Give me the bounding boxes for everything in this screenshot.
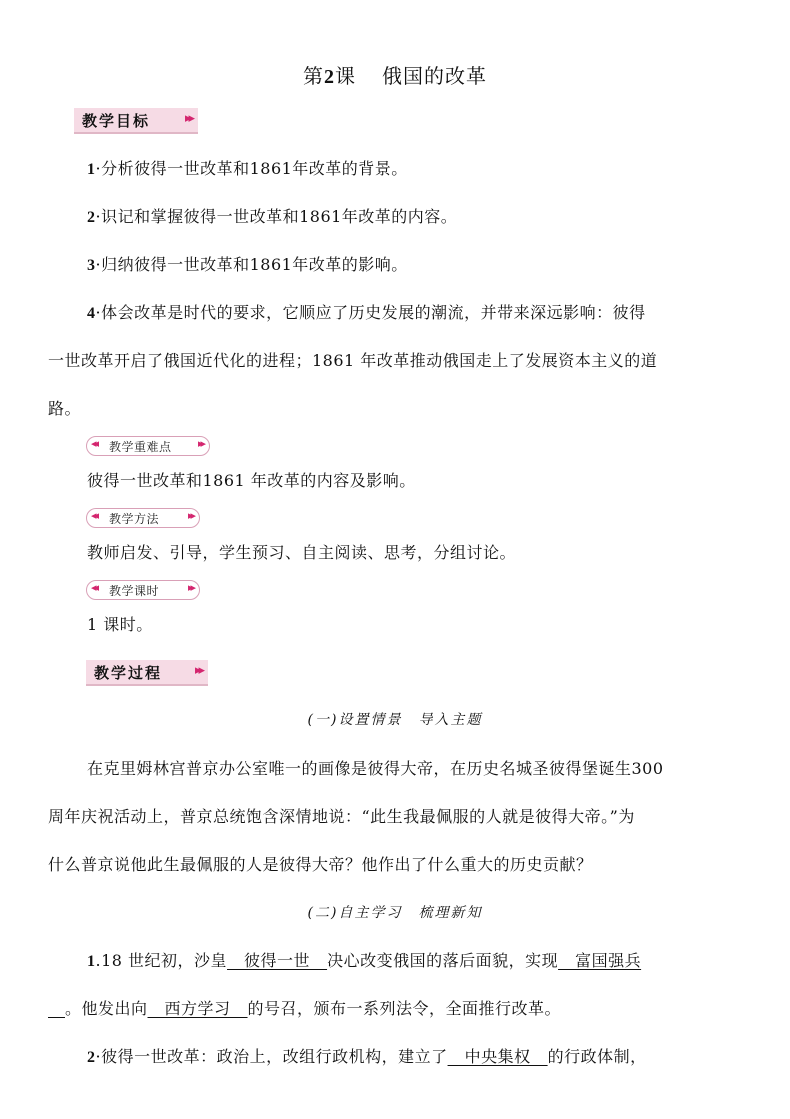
part-1-line-3: 什么普京说他此生最佩服的人是彼得大帝？他作出了什么重大的历史贡献？	[48, 855, 593, 874]
answer-blank: __中央集权__	[447, 1047, 548, 1066]
objective-text: ·归纳彼得一世改革和1861年改革的影响。	[95, 255, 408, 274]
section-pill-key-points	[86, 436, 210, 456]
double-chevron-left-icon: ◂◂	[91, 581, 97, 594]
section-pill-label: 教学课时	[109, 584, 160, 598]
answer-blank: __富国强兵	[558, 951, 642, 970]
question-1-line-2	[48, 998, 561, 1020]
question-text: 的行政体制，	[547, 1047, 647, 1066]
objective-3	[87, 254, 408, 277]
question-number: 2	[87, 1049, 96, 1066]
question-text: 决心改变俄国的落后面貌，实现	[327, 951, 559, 970]
question-number: 1	[87, 953, 96, 970]
methods-text: 教师启发、引导，学生预习、自主阅读、思考，分组讨论。	[87, 543, 517, 562]
double-chevron-icon: ▸▸	[184, 111, 192, 126]
objective-number: 3	[87, 257, 96, 274]
section-pill-label: 教学方法	[109, 512, 160, 526]
lesson-title	[0, 60, 790, 89]
double-chevron-right-icon: ▸▸	[187, 509, 193, 522]
title-name: 俄国的改革	[382, 64, 487, 88]
question-1-line-1	[87, 950, 641, 973]
answer-blank: __西方学习__	[147, 999, 248, 1018]
objective-text: ·识记和掌握彼得一世改革和1861年改革的内容。	[95, 207, 458, 226]
objective-4-line-2: 一世改革开启了俄国近代化的进程；1861 年改革推动俄国走上了发展资本主义的道	[48, 351, 658, 370]
double-chevron-left-icon: ◂◂	[91, 509, 97, 522]
objective-number: 2	[87, 209, 96, 226]
part-1-line-1: 在克里姆林宫普京办公室唯一的画像是彼得大帝，在历史名城圣彼得堡诞生300	[87, 759, 664, 778]
hours-text: 1 课时。	[87, 615, 153, 634]
objective-number: 4	[87, 305, 96, 322]
part-2-heading: (二)自主学习 梳理新知	[307, 905, 483, 921]
section-tag-label: 教学过程	[94, 664, 163, 682]
section-pill-label: 教学重难点	[109, 440, 172, 454]
double-chevron-left-icon: ◂◂	[91, 437, 97, 450]
section-tag-objectives	[74, 108, 198, 134]
question-2-line-1	[87, 1046, 647, 1069]
key-points-text: 彼得一世改革和1861 年改革的内容及影响。	[87, 471, 416, 490]
objective-4-line-3: 路。	[48, 399, 82, 418]
section-tag-process	[86, 660, 208, 686]
question-text: .18 世纪初，沙皇	[95, 951, 228, 970]
part-1-line-2: 周年庆祝活动上，普京总统饱含深情地说：“此生我最佩服的人就是彼得大帝。”为	[48, 807, 635, 826]
section-tag-label: 教学目标	[82, 112, 151, 130]
double-chevron-right-icon: ▸▸	[197, 437, 203, 450]
objective-4	[87, 302, 646, 325]
title-unit: 课	[335, 64, 356, 88]
objective-text: ·分析彼得一世改革和1861年改革的背景。	[95, 159, 408, 178]
objective-1	[87, 158, 408, 181]
title-prefix: 第	[303, 64, 324, 88]
question-text: ·彼得一世改革：政治上，改组行政机构，建立了	[95, 1047, 448, 1066]
double-chevron-icon: ▸▸	[194, 663, 202, 678]
answer-blank: __彼得一世__	[227, 951, 328, 970]
answer-blank: __	[48, 999, 65, 1018]
objective-2	[87, 206, 457, 229]
double-chevron-right-icon: ▸▸	[187, 581, 193, 594]
section-pill-hours	[86, 580, 200, 600]
objective-number: 1	[87, 161, 96, 178]
section-pill-methods	[86, 508, 200, 528]
objective-text: ·体会改革是时代的要求，它顺应了历史发展的潮流，并带来深远影响：彼得	[95, 303, 646, 322]
question-text: 的号召，颁布一系列法令，全面推行改革。	[247, 999, 562, 1018]
title-number: 2	[324, 66, 335, 88]
question-text: 。他发出向	[65, 999, 148, 1018]
part-1-heading: (一)设置情景 导入主题	[307, 712, 483, 728]
